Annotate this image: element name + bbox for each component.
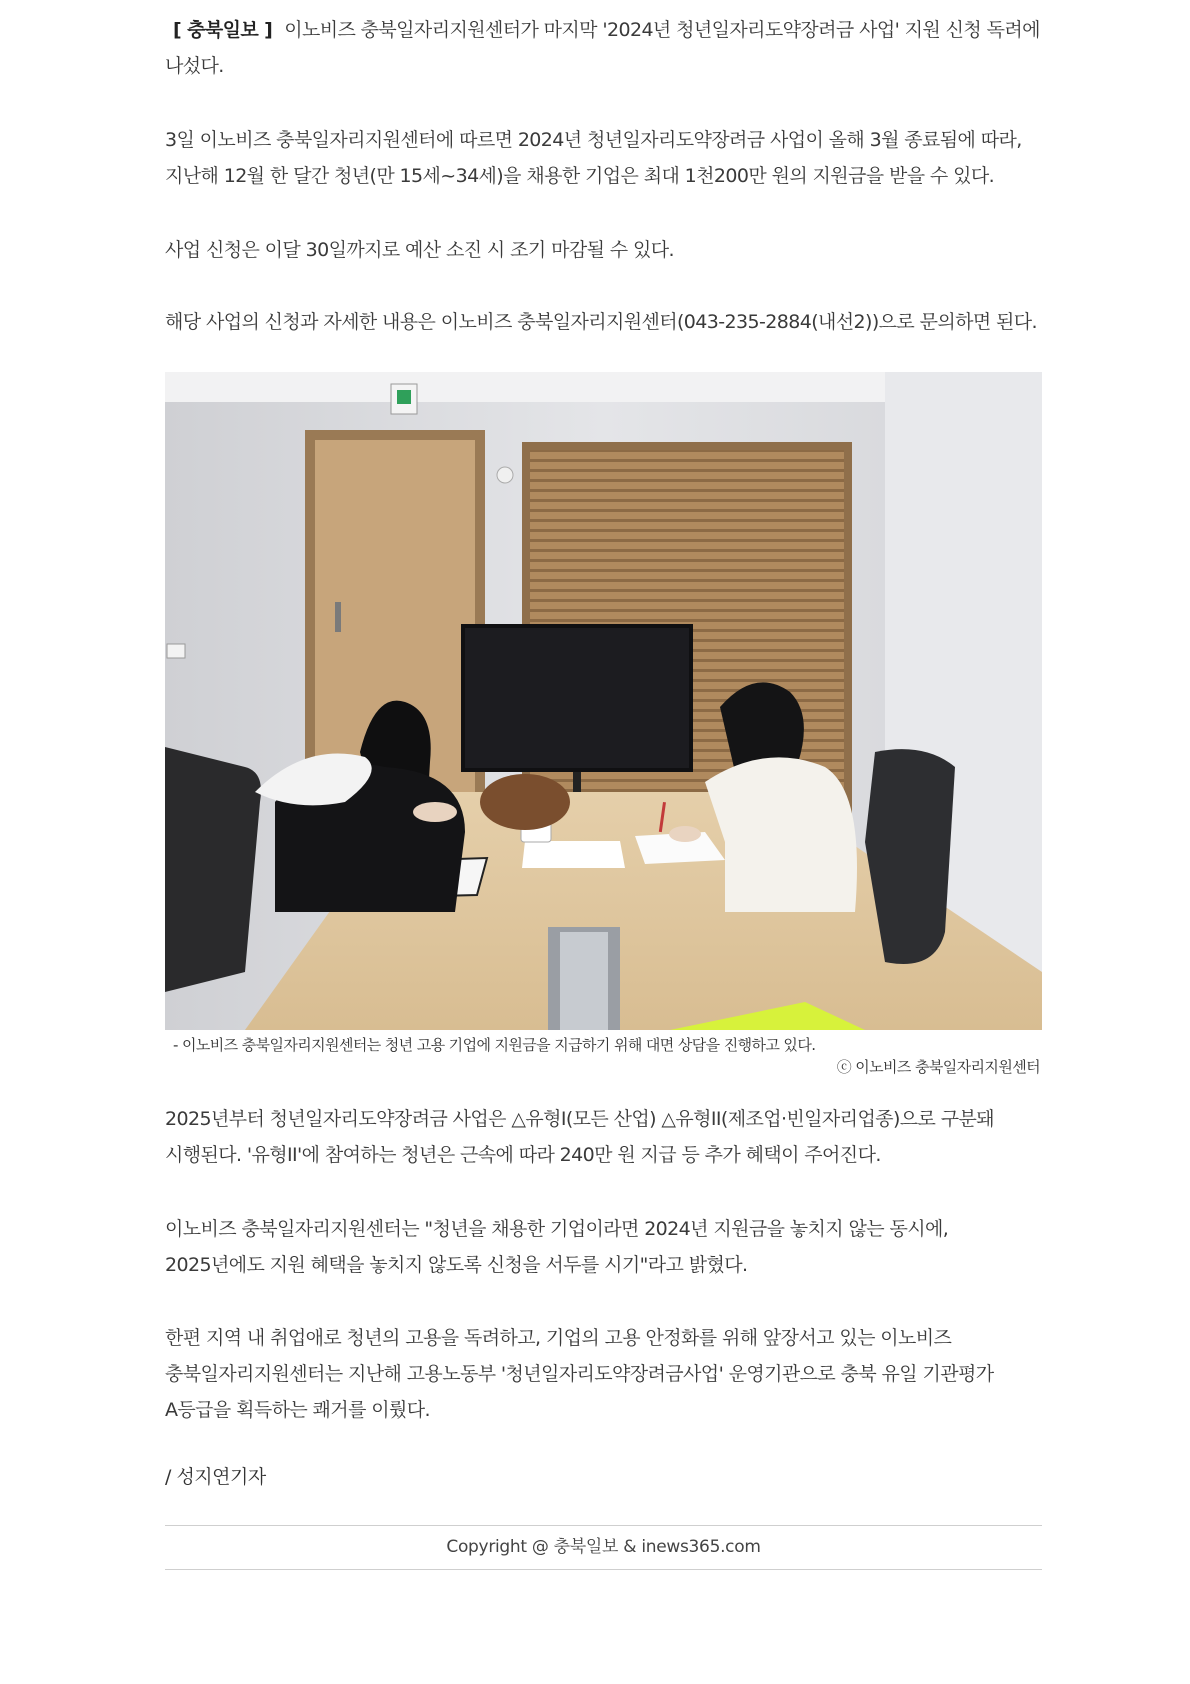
photo-caption: - 이노비즈 충북일자리지원센터는 청년 고용 기업에 지원금을 지급하기 위해 대면 상담을 진행하고 있다.: [173, 1036, 816, 1054]
paragraph-5: 이노비즈 충북일자리지원센터는 "청년을 채용한 기업이라면 2024년 지원금을 놓치지 않는 동시에, 2025년에도 지원 혜택을 놓치지 않도록 신청을 서두를 시기"라고 밝혔다.: [165, 1218, 949, 1276]
paragraph-3: 해당 사업의 신청과 자세한 내용은 이노비즈 충북일자리지원센터(043-235-2884(내선2))으로 문의하면 된다.: [165, 311, 1037, 333]
paragraph-2: 사업 신청은 이달 30일까지로 예산 소진 시 조기 마감될 수 있다.: [165, 239, 674, 261]
source-label: [ 충북일보 ]: [173, 19, 273, 41]
article-photo: [165, 372, 1042, 1030]
copyright-footer: Copyright @ 충북일보 & inews365.com: [165, 1525, 1042, 1570]
paragraph-4: 2025년부터 청년일자리도약장려금 사업은 △유형I(모든 산업) △유형II(제조업·빈일자리업종)으로 구분돼 시행된다. '유형II'에 참여하는 청년은 근속에 따라 240만 원 지급 등 추가 혜택이 주어진다.: [165, 1108, 994, 1166]
lead-paragraph: [165, 12, 1042, 84]
photo-credit: ⓒ 이노비즈 충북일자리지원센터: [836, 1058, 1040, 1076]
lead-text: 이노비즈 충북일자리지원센터가 마지막 '2024년 청년일자리도약장려금 사업' 지원 신청 독려에 나섰다.: [165, 19, 1040, 77]
paragraph-6: 한편 지역 내 취업애로 청년의 고용을 독려하고, 기업의 고용 안정화를 위해 앞장서고 있는 이노비즈 충북일자리지원센터는 지난해 고용노동부 '청년일자리도약장려금사업' 운영기관으로 충북 유일 기관평가 A등급을 획득하는 쾌거를 이뤘다.: [165, 1327, 994, 1421]
byline: / 성지연기자: [165, 1466, 266, 1488]
paragraph-1: 3일 이노비즈 충북일자리지원센터에 따르면 2024년 청년일자리도약장려금 사업이 올해 3월 종료됨에 따라, 지난해 12월 한 달간 청년(만 15세~34세)을 채용한 기업은 최대 1천200만 원의 지원금을 받을 수 있다.: [165, 129, 1022, 187]
